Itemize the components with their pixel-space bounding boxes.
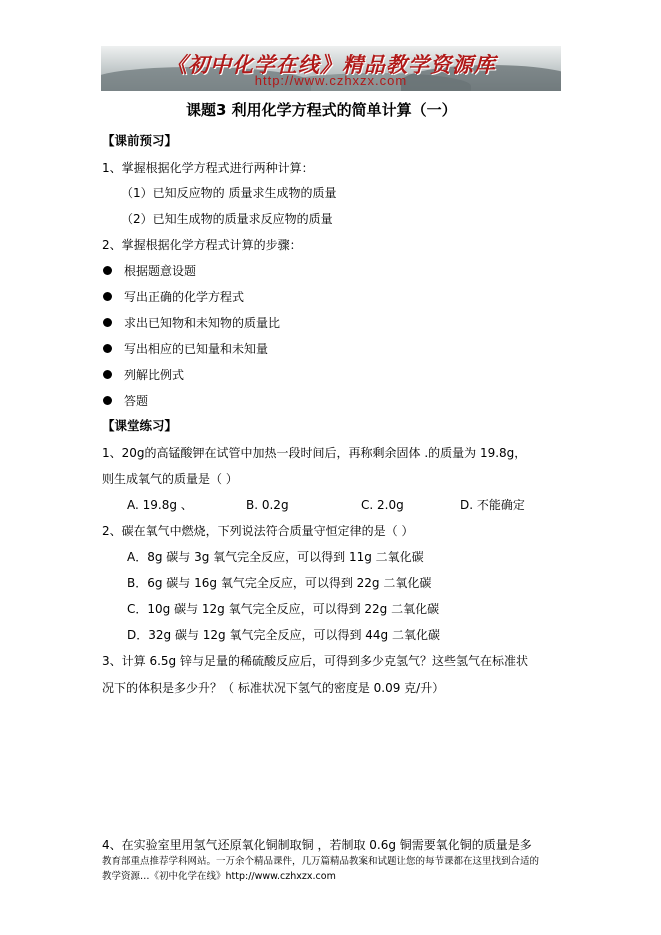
bullet-icon — [103, 344, 112, 353]
bullet-icon — [103, 292, 112, 301]
step-item: 列解比例式 — [124, 368, 185, 382]
page-title: 课题3 利用化学方程式的简单计算（一） — [186, 101, 457, 119]
question-3-text: 3、计算 6.5g 锌与足量的稀硫酸反应后，可得到多少克氢气？这些氢气在标准状 — [102, 654, 528, 668]
preview-subitem: （2）已知生成物的质量求反应物的质量 — [121, 212, 333, 226]
question-2-text: 2、碳在氧气中燃烧，下列说法符合质量守恒定律的是（ ） — [102, 524, 414, 538]
step-item: 写出正确的化学方程式 — [124, 290, 245, 304]
question-1-option-c: C. 2.0g — [361, 498, 404, 512]
question-2-option-d: D．32g 碳与 12g 氧气完全反应，可以得到 44g 二氧化碳 — [127, 628, 440, 642]
banner-url: http://www.czhxzx.com — [254, 73, 408, 88]
bullet-icon — [103, 266, 112, 275]
step-item: 根据题意设题 — [124, 264, 197, 278]
bullet-icon — [103, 318, 112, 327]
step-item: 求出已知物和未知物的质量比 — [124, 316, 281, 330]
footer-text: 教育部重点推荐学科网站。一万余个精品课件，几万篇精品教案和试题让您的每节课都在这里找到合适的 — [102, 856, 540, 867]
question-1-option-b: B. 0.2g — [246, 498, 289, 512]
question-4-text: 4、在实验室里用氢气还原氧化铜制取铜 ，若制取 0.6g 铜需要氧化铜的质量是多 — [102, 838, 532, 852]
question-3-text: 况下的体积是多少升？（ 标准状况下氢气的密度是 0.09 克/升） — [102, 681, 445, 695]
question-2-option-c: C．10g 碳与 12g 氧气完全反应，可以得到 22g 二氧化碳 — [127, 602, 440, 616]
header-banner — [101, 46, 561, 91]
question-1-text: 1、20g的高锰酸钾在试管中加热一段时间后，再称剩余固体 .的质量为 19.8g， — [102, 446, 527, 460]
preview-subitem: （1）已知反应物的 质量求生成物的质量 — [121, 186, 337, 200]
bullet-icon — [103, 370, 112, 379]
bullet-icon — [103, 396, 112, 405]
footer-text: 教学资源…《初中化学在线》http://www.czhxzx.com — [102, 871, 336, 882]
question-2-option-b: B．6g 碳与 16g 氧气完全反应，可以得到 22g 二氧化碳 — [127, 576, 432, 590]
question-1-text: 则生成氧气的质量是（ ） — [102, 472, 238, 486]
question-2-option-a: A．8g 碳与 3g 氧气完全反应，可以得到 11g 二氧化碳 — [127, 550, 424, 564]
question-1-option-d: D. 不能确定 — [460, 498, 525, 512]
step-item: 写出相应的已知量和未知量 — [124, 342, 269, 356]
preview-point-1: 1、掌握根据化学方程式进行两种计算： — [102, 161, 314, 175]
banner-title: 《初中化学在线》精品教学资源库 — [166, 52, 496, 77]
preview-point-2: 2、掌握根据化学方程式计算的步骤： — [102, 238, 302, 252]
step-item: 答题 — [124, 394, 149, 408]
question-1-option-a: A. 19.8g 、 — [127, 498, 193, 512]
preview-header: 【课前预习】 — [102, 133, 178, 148]
practice-header: 【课堂练习】 — [102, 418, 178, 433]
